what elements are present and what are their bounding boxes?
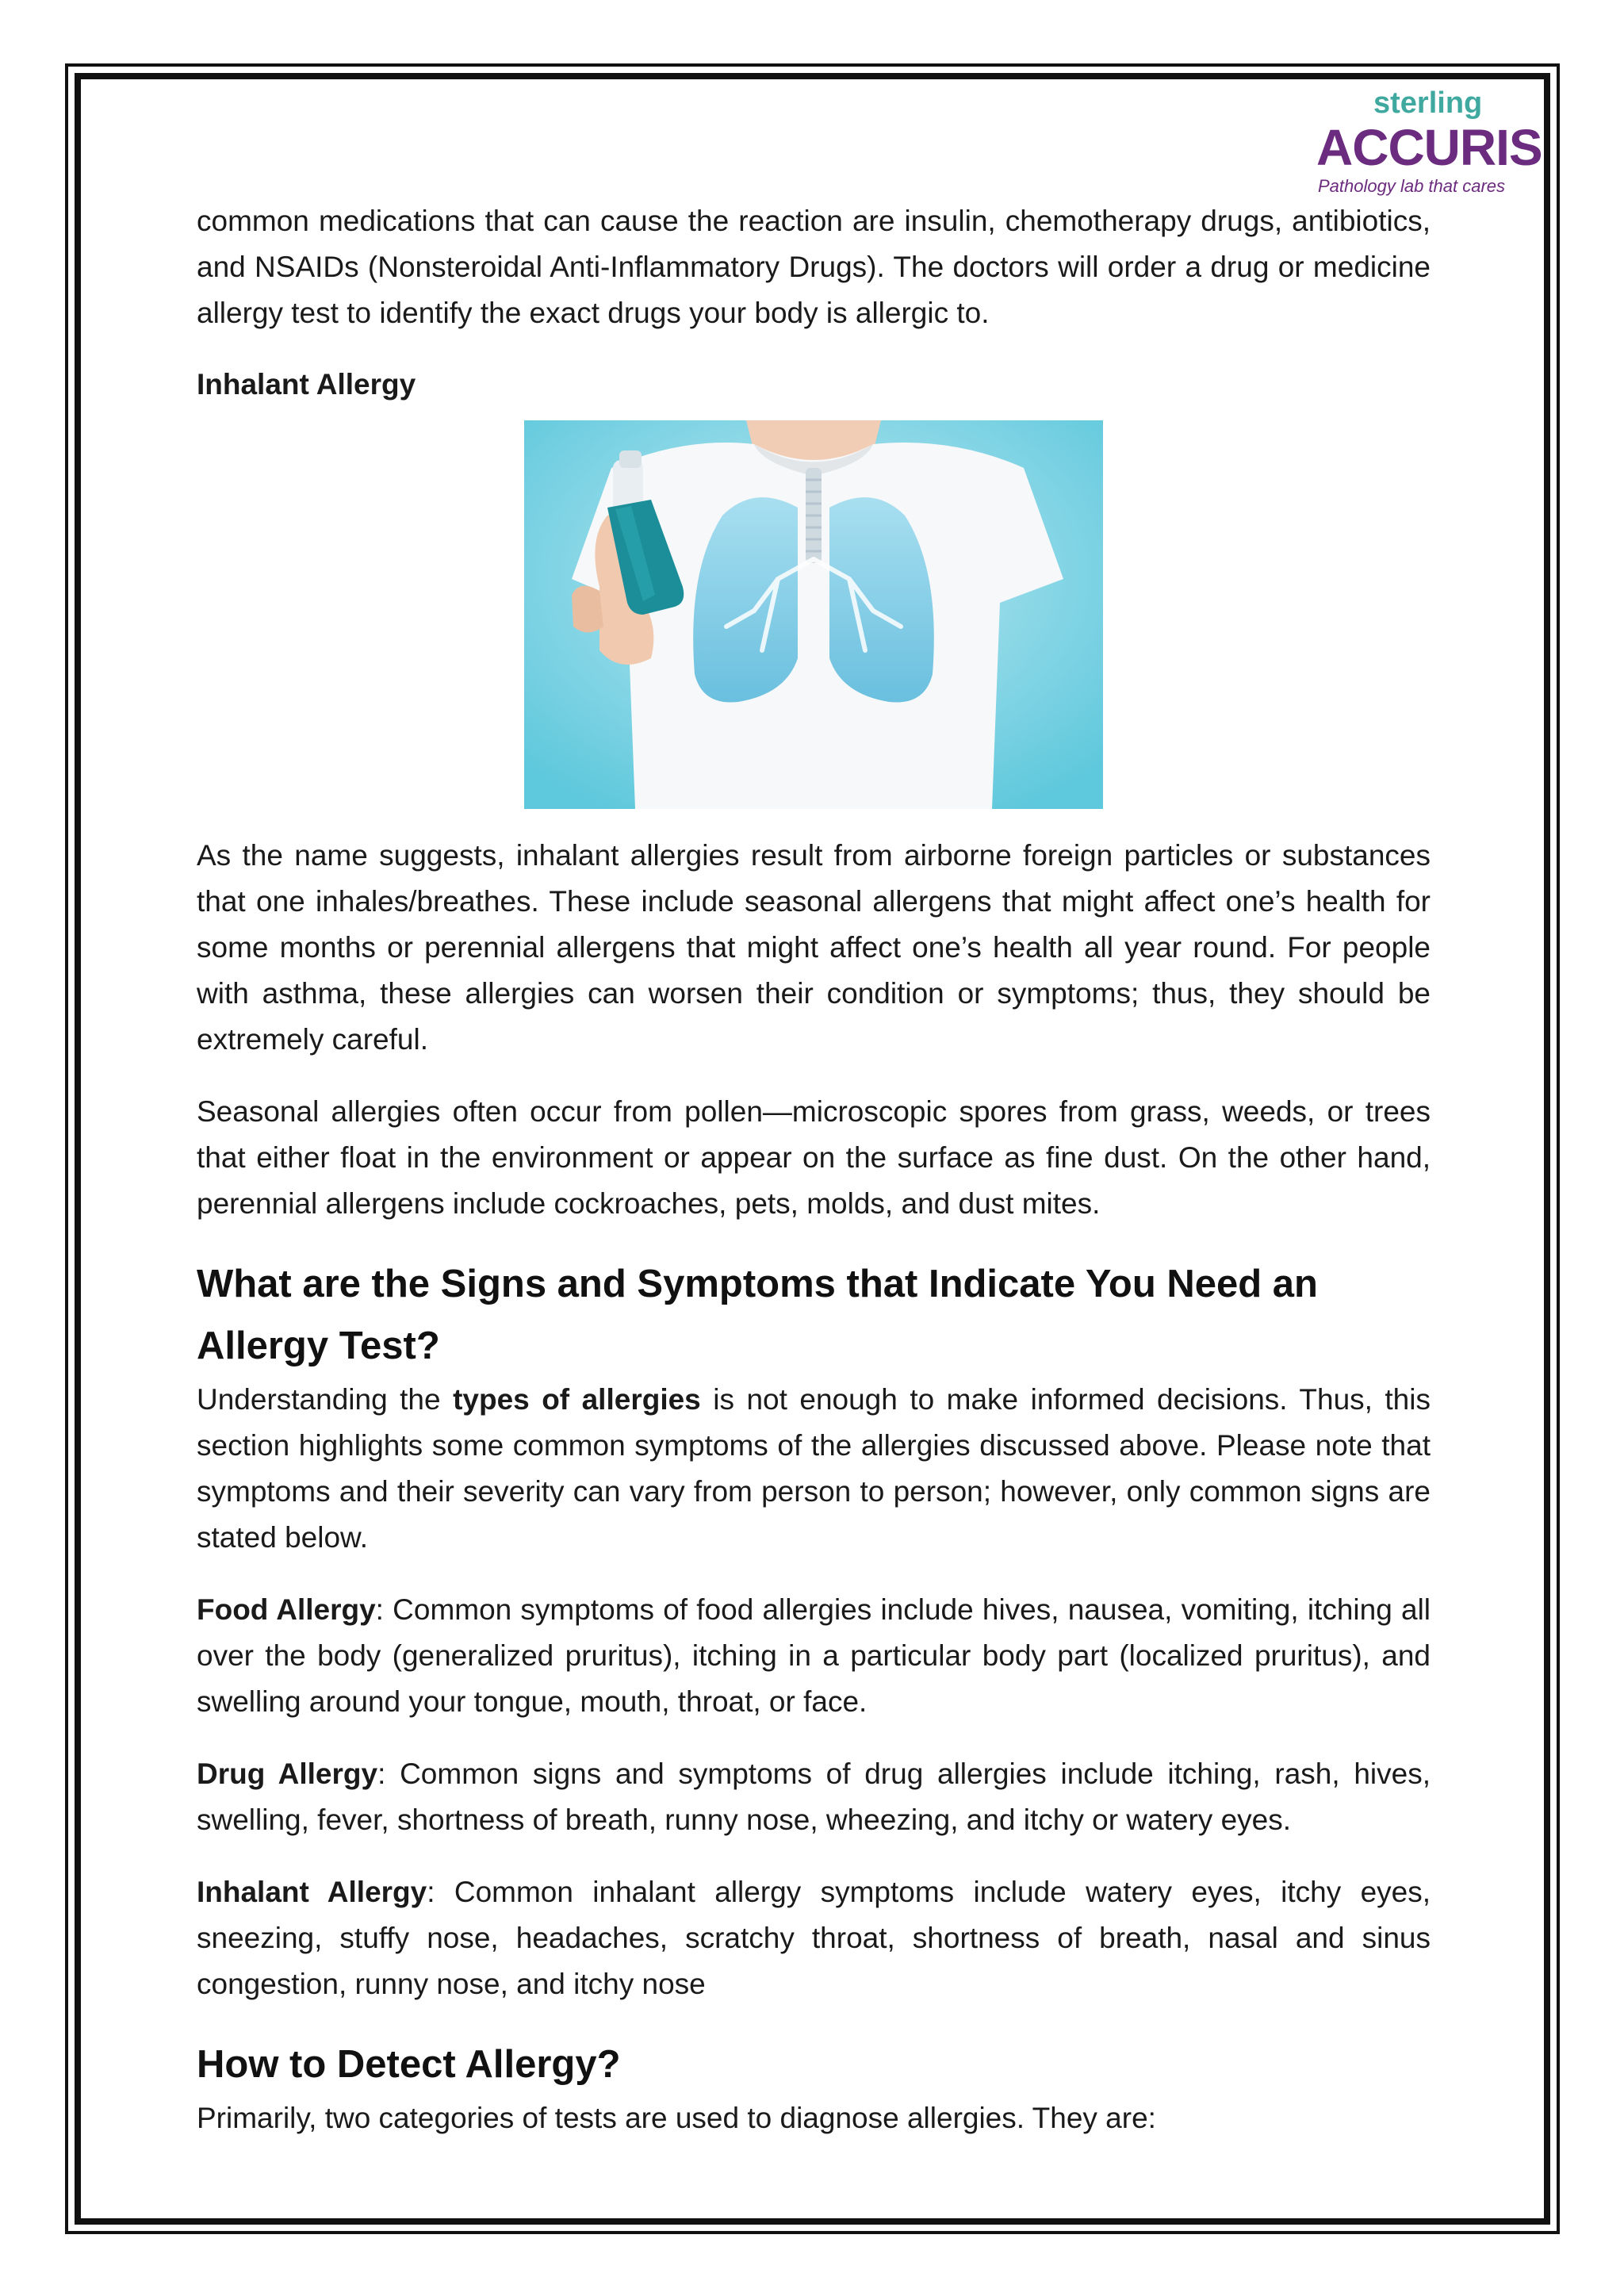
logo-tagline: Pathology lab that cares [1318, 176, 1506, 196]
logo-brand-top: sterling [1373, 86, 1483, 120]
symptoms-intro-before: Understanding the [197, 1383, 454, 1416]
symptoms-heading: What are the Signs and Symptoms that Indicate You Need an Allergy Test? [197, 1263, 1318, 1367]
drug-allergy-paragraph [197, 1751, 1431, 1843]
intro-paragraph: common medications that can cause the reaction are insulin, chemotherapy drugs, antibiotics, and NSAIDs (Nonsteroidal Anti-Inflammatory Drugs). The doctors will order a drug or medicine allergy test to identify the exact drugs your body is allergic to. [197, 205, 1431, 329]
detect-allergy-heading: How to Detect Allergy? [197, 2043, 621, 2086]
sterling-accuris-logo [1285, 79, 1546, 206]
document-body [197, 198, 1431, 2141]
food-allergy-text: : Common symptoms of food allergies include hives, nausea, vomiting, itching all over the body (generalized pruritus), itching in a particular body part (localized pruritus), and swelling around your tongue, mouth, throat, or face. [197, 1593, 1431, 1718]
types-of-allergies-bold: types of allergies [453, 1383, 701, 1416]
food-allergy-label: Food Allergy [197, 1593, 376, 1626]
inhaler-lungs-image [524, 420, 1103, 809]
symptoms-intro-after: is not enough to make informed decisions. Thus, this section highlights some common symptoms of the allergies discussed above. Please note that symptoms and their severity can vary from person to person; however, only common signs are stated below. [197, 1383, 1431, 1554]
detect-allergy-paragraph: Primarily, two categories of tests are used to diagnose allergies. They are: [197, 2102, 1156, 2134]
food-allergy-paragraph [197, 1587, 1431, 1725]
inhalant-allergy-heading: Inhalant Allergy [197, 368, 416, 401]
logo-brand-main: ACCURIS [1316, 119, 1542, 176]
symptoms-intro-paragraph [197, 1377, 1431, 1561]
inhalant-paragraph-1: As the name suggests, inhalant allergies result from airborne foreign particles or substances that one inhales/breathes. These include seasonal allergens that might affect one’s health for some months or perennial allergens that might affect one’s health all year round. For people with asthma, these allergies can worsen their condition or symptoms; thus, they should be extremely careful. [197, 839, 1431, 1056]
drug-allergy-label: Drug Allergy [197, 1757, 378, 1790]
inhalant-allergy-text: : Common inhalant allergy symptoms include watery eyes, itchy eyes, sneezing, stuffy nose, headaches, scratchy throat, shortness of breath, nasal and sinus congestion, runny nose, and itchy nose [197, 1876, 1431, 2000]
inhalant-allergy-label: Inhalant Allergy [197, 1876, 427, 1908]
inhalant-paragraph-2: Seasonal allergies often occur from pollen—microscopic spores from grass, weeds, or trees that either float in the environment or appear on the surface as fine dust. On the other hand, perennial allergens include cockroaches, pets, molds, and dust mites. [197, 1095, 1431, 1220]
drug-allergy-text: : Common signs and symptoms of drug allergies include itching, rash, hives, swelling, fever, shortness of breath, runny nose, wheezing, and itchy or watery eyes. [197, 1757, 1431, 1836]
inhalant-allergy-symptoms-paragraph [197, 1869, 1431, 2007]
